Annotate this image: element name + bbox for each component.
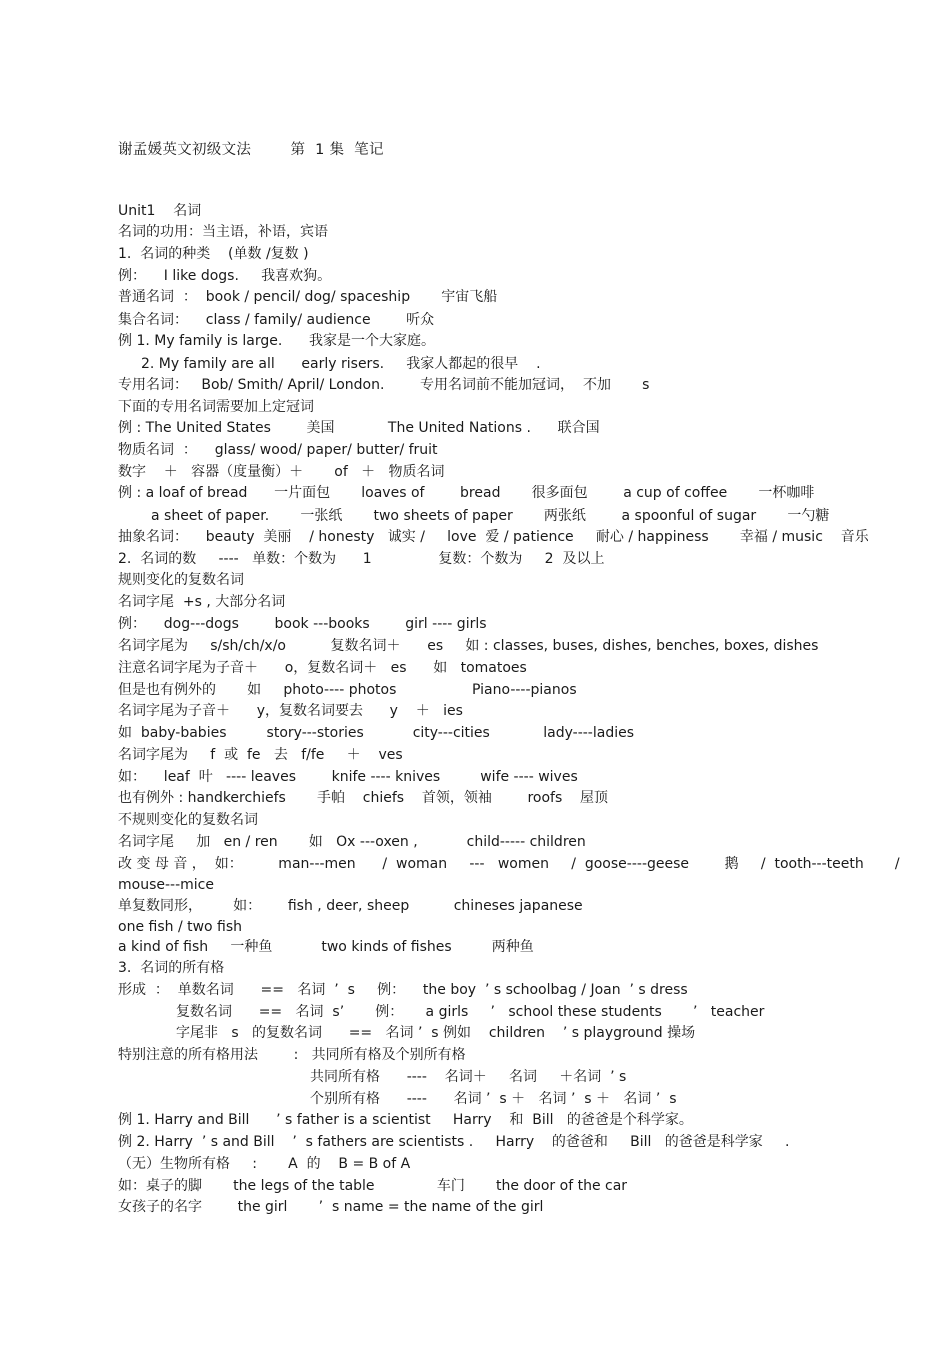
text-line: 形成 ： 单数名词 == 名词 ’ s 例： the boy ’ s schoolbag / Joan ’ s dress (118, 982, 688, 998)
text-line: 名词字尾 加 en / ren 如 Ox ---oxen , child----- children (118, 834, 586, 850)
text-line: 如 baby-babies story---stories city---cities lady----ladies (118, 725, 634, 741)
text-line: 注意名词字尾为子音＋ o，复数名词＋ es 如 tomatoes (118, 660, 527, 676)
text-line: 特别注意的所有格用法 : 共同所有格及个别所有格 (118, 1047, 466, 1063)
text-line: 名词字尾为子音＋ y，复数名词要去 y ＋ ies (118, 703, 463, 719)
text-line: 如：桌子的脚 the legs of the table 车门 the door of the car (118, 1178, 628, 1194)
text-line: 改 变 母 音 ， 如： man---men / woman --- women / goose----geese 鹅 / tooth---teeth / (118, 856, 900, 872)
text-line: 不规则变化的复数名词 (118, 812, 258, 828)
text-line: 名词的功用：当主语，补语，宾语 (118, 224, 328, 240)
text-line: 例 2. Harry ’ s and Bill ’ s fathers are scientists . Harry 的爸爸和 Bill 的爸爸是科学家 . (118, 1134, 790, 1150)
text-line: 共同所有格 ---- 名词＋ 名词 ＋名词 ’ s (310, 1069, 627, 1085)
text-line: 如： leaf 叶 ---- leaves knife ---- knives wife ---- wives (118, 769, 578, 785)
section-heading: 1. 名词的种类 (单数 /复数 ) (118, 246, 309, 262)
text-line: 集合名词： class / family/ audience 听众 (118, 312, 435, 328)
text-line: 例 : The United States 美国 The United Nations . 联合国 (118, 420, 600, 436)
text-line: （无）生物所有格 : A 的 B = B of A (118, 1156, 411, 1172)
text-line: a sheet of paper. 一张纸 two sheets of paper 两张纸 a spoonful of sugar 一勺糖 (151, 508, 830, 524)
text-line: 也有例外 : handkerchiefs 手帕 chiefs 首领，领袖 roofs 屋顶 (118, 790, 609, 806)
text-line: 个别所有格 ---- 名词 ’ s ＋ 名词 ’ s ＋ 名词 ’ s (310, 1091, 677, 1107)
text-line: 抽象名词： beauty 美丽 / honesty 诚实 / love 爱 / patience 耐心 / happiness 幸福 / music 音乐 (118, 529, 869, 545)
text-line: 例： I like dogs. 我喜欢狗。 (118, 268, 332, 284)
text-line: a kind of fish 一种鱼 two kinds of fishes 两种鱼 (118, 939, 534, 955)
text-line: 女孩子的名字 the girl ’ s name = the name of the girl (118, 1199, 544, 1215)
text-line: 数字 ＋ 容器（度量衡）＋ of ＋ 物质名词 (118, 464, 445, 480)
unit-heading: Unit1 名词 (118, 203, 202, 219)
text-line: 规则变化的复数名词 (118, 572, 244, 588)
text-line: 下面的专用名词需要加上定冠词 (118, 399, 314, 415)
text-line: 名词字尾为 s/sh/ch/x/o 复数名词＋ es 如 : classes, buses, dishes, benches, boxes, dishes (118, 638, 819, 654)
text-line: 字尾非 s 的复数名词 == 名词 ’ s 例如 children ’ s playground 操场 (176, 1025, 696, 1041)
document-title: 谢孟媛英文初级文法 第 1 集 笔记 (118, 142, 384, 158)
text-line: one fish / two fish (118, 919, 243, 935)
text-line: 名词字尾为 f 或 fe 去 f/fe ＋ ves (118, 747, 403, 763)
text-line: 2. My family are all early risers. 我家人都起的很早 . (141, 356, 541, 372)
text-line: 但是也有例外的 如 photo---- photos Piano----pianos (118, 682, 577, 698)
section-heading: 3. 名词的所有格 (118, 960, 225, 976)
text-line: 专用名词： Bob/ Smith/ April/ London. 专用名词前不能加冠词， 不加 s (118, 377, 650, 393)
text-line: 物质名词 ： glass/ wood/ paper/ butter/ fruit (118, 442, 438, 458)
text-line: 普通名词 ： book / pencil/ dog/ spaceship 宇宙飞船 (118, 289, 498, 305)
text-line: 例 1. Harry and Bill ’ s father is a scientist Harry 和 Bill 的爸爸是个科学家。 (118, 1112, 693, 1128)
text-line: 复数名词 == 名词 s’ 例： a girls ’ school these students ’ teacher (176, 1004, 765, 1020)
text-line: 名词字尾 +s , 大部分名词 (118, 594, 286, 610)
text-line: 例 : a loaf of bread 一片面包 loaves of bread 很多面包 a cup of coffee 一杯咖啡 (118, 485, 815, 501)
text-line: mouse---mice (118, 877, 214, 893)
text-line: 例： dog---dogs book ---books girl ---- girls (118, 616, 487, 632)
section-heading: 2. 名词的数 ---- 单数：个数为 1 复数：个数为 2 及以上 (118, 551, 605, 567)
text-line: 例 1. My family is large. 我家是一个大家庭。 (118, 333, 435, 349)
text-line: 单复数同形， 如： fish , deer, sheep chineses japanese (118, 898, 583, 914)
